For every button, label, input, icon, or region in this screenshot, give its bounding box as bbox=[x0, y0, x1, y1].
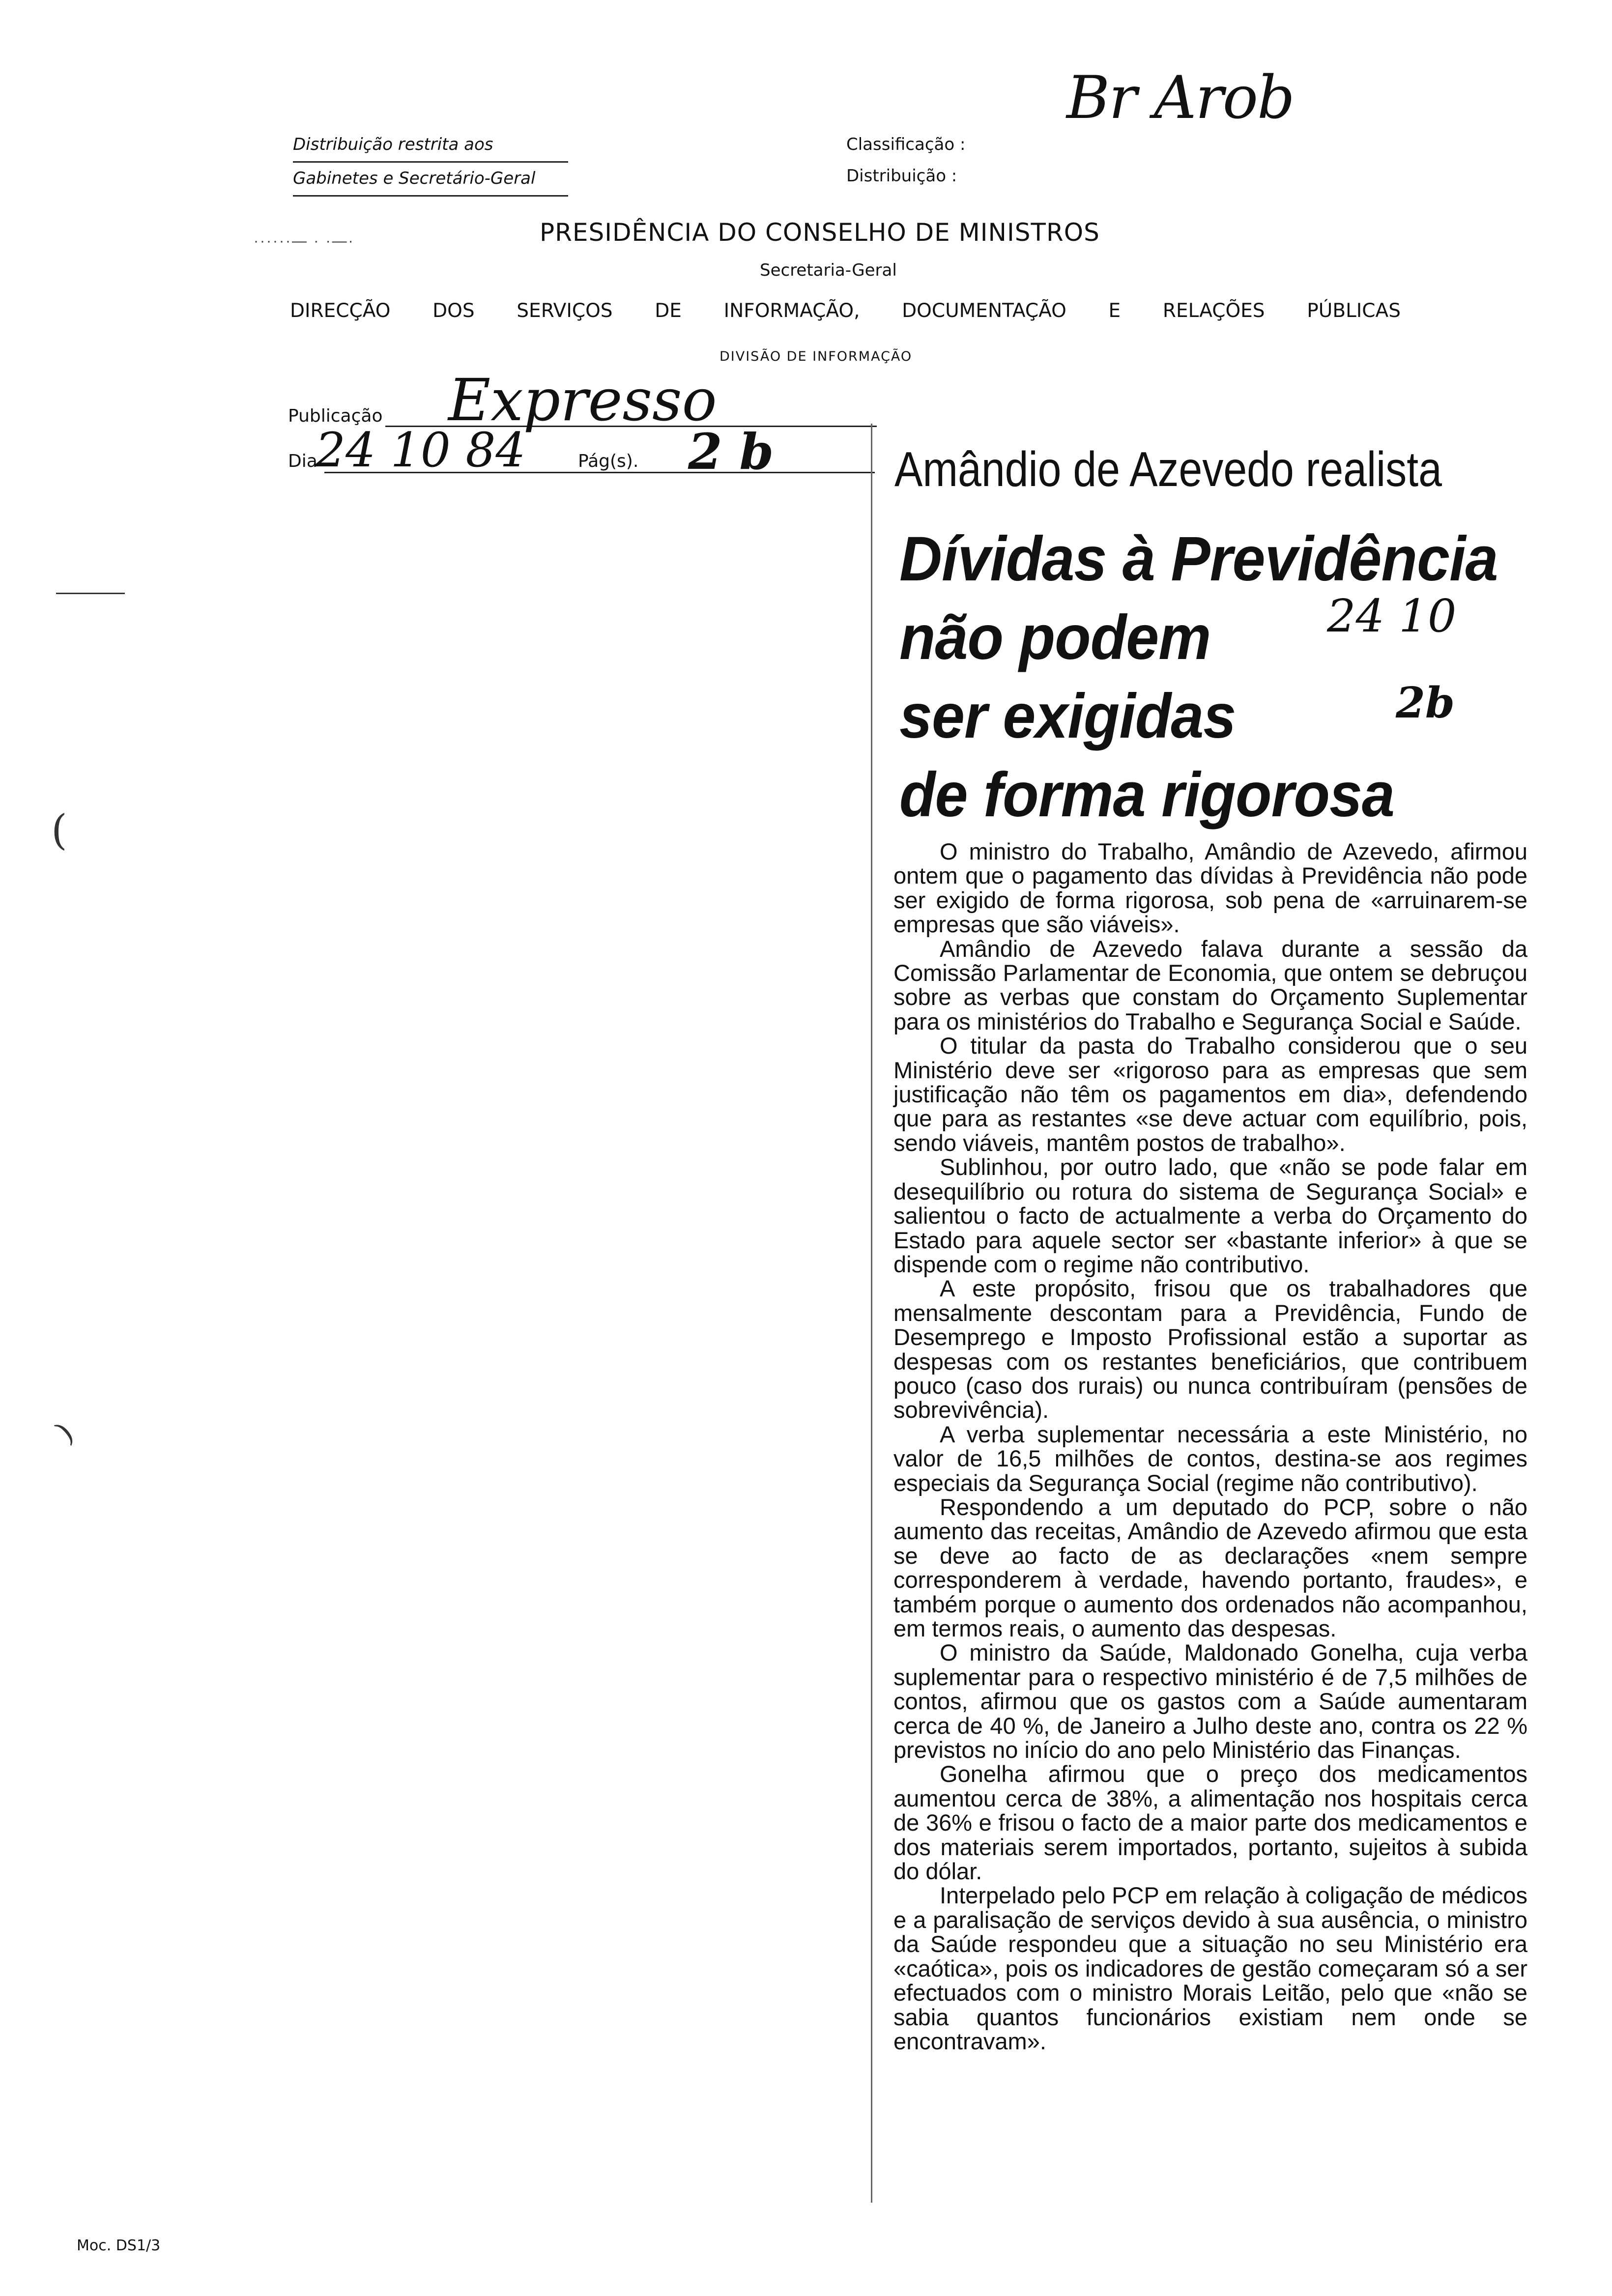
title-line: não podem bbox=[899, 603, 1211, 673]
secretaria-heading: Secretaria-Geral bbox=[760, 260, 897, 280]
article-body bbox=[893, 839, 1527, 2053]
article-paragraph: O ministro da Saúde, Maldonado Gonelha, cuja verba suplementar para o respectivo ministério é de 7,5 milhões de contos, afirmou que os gastos com a Saúde aumentaram cerca de 40 %, de Janeiro a Julho deste ano, contra os 22 % previstos no início do ano pelo Ministério das Finanças. bbox=[893, 1639, 1527, 1763]
title-line: ser exigidas bbox=[899, 681, 1236, 751]
divisao-heading: DIVISÃO DE INFORMAÇÃO bbox=[720, 349, 913, 364]
pag-label: Pág(s). bbox=[578, 451, 639, 471]
direccao-word: DIRECÇÃO bbox=[290, 300, 391, 322]
leader-dashes: ······— · ·—· bbox=[254, 233, 355, 249]
dia-handwritten: 24 10 84 bbox=[316, 423, 526, 478]
clipping-edge bbox=[871, 424, 872, 2203]
distribution-line-1: Distribuição restrita aos bbox=[293, 129, 568, 163]
direccao-word: DOS bbox=[432, 300, 475, 322]
publicacao-label: Publicação bbox=[288, 406, 383, 426]
direccao-word: SERVIÇOS bbox=[517, 300, 613, 322]
article-paragraph: A verba suplementar necessária a este Ministério, no valor de 16,5 milhões de contos, destina-se aos regimes especiais da Segurança Social (regime não contributivo). bbox=[893, 1421, 1527, 1496]
margin-paren-mark: ( bbox=[51, 806, 67, 854]
distribuicao-label: Distribuição : bbox=[846, 166, 957, 186]
article-paragraph: A este propósito, frisou que os trabalhadores que mensalmente descontam para a Previdência, Fundo de Desemprego e Imposto Profissional estão a suportar as despesas com os restantes beneficiários, que contribuem pouco (caso dos rurais) ou nunca contribuíram (pensões de sobrevivência). bbox=[893, 1275, 1527, 1423]
article-paragraph: Amândio de Azevedo falava durante a sessão da Comissão Parlamentar de Economia, que ontem se debruçou sobre as verbas que constam do Orçamento Suplementar para os ministérios do Trabalho e Segurança Social e Saúde. bbox=[893, 935, 1527, 1034]
handwritten-page: 2b bbox=[1396, 678, 1455, 728]
classification-block bbox=[846, 129, 965, 192]
title-line: de forma rigorosa bbox=[899, 760, 1394, 830]
direccao-word: DOCUMENTAÇÃO bbox=[902, 300, 1066, 322]
direccao-word: PÚBLICAS bbox=[1307, 300, 1401, 322]
article-title bbox=[899, 520, 1500, 834]
direccao-word: INFORMAÇÃO, bbox=[723, 300, 860, 322]
margin-tick-mark: ) bbox=[49, 1415, 81, 1450]
handwritten-annotation-top: Br Arob bbox=[1066, 64, 1294, 132]
direccao-word: E bbox=[1108, 300, 1121, 322]
direccao-word: DE bbox=[655, 300, 682, 322]
handwritten-date: 24 10 bbox=[1327, 590, 1457, 642]
publicacao-handwritten: Expresso bbox=[448, 366, 717, 434]
classificacao-label: Classificação : bbox=[846, 135, 966, 154]
article-paragraph: O ministro do Trabalho, Amândio de Azevedo, afirmou ontem que o pagamento das dívidas à Previdência não pode ser exigido de forma rigorosa, sob pena de «arruinarem-se empresas que são viáveis». bbox=[893, 838, 1527, 938]
article-paragraph: Interpelado pelo PCP em relação à coligação de médicos e a paralisação de serviços devido à sua ausência, o ministro da Saúde respondeu que a situação no seu Ministério era «caótica», pois os indicadores de gestão começaram só a ser efectuados com o ministro Morais Leitão, pelo que «não se sabia quantos funcionários existiam nem onde se encontravam». bbox=[893, 1882, 1527, 2054]
direccao-heading bbox=[290, 300, 1401, 322]
article-paragraph: Gonelha afirmou que o preço dos medicamentos aumentou cerca de 38%, a alimentação nos hospitais cerca de 36% e frisou o facto de a maior parte dos medicamentos e dos materiais serem importados, portanto, sujeitos à subida do dólar. bbox=[893, 1761, 1527, 1885]
dia-label: Dia bbox=[288, 451, 317, 471]
article-kicker: Amândio de Azevedo realista bbox=[894, 442, 1442, 497]
article-paragraph: O titular da pasta do Trabalho considerou que o seu Ministério deve ser «rigoroso para as empresas que sem justificação não têm os pagamentos em dia», defendendo que para as restantes «se deve actuar com equilíbrio, pois, sendo viáveis, mantêm postos de trabalho». bbox=[893, 1033, 1527, 1156]
pag-handwritten: 2 b bbox=[688, 423, 774, 481]
distribution-line-2: Gabinetes e Secretário-Geral bbox=[293, 163, 568, 197]
distribution-note bbox=[293, 129, 568, 197]
title-line: Dívidas à Previdência bbox=[899, 524, 1498, 594]
presidencia-heading: PRESIDÊNCIA DO CONSELHO DE MINISTROS bbox=[540, 218, 1100, 247]
article-paragraph: Respondendo a um deputado do PCP, sobre o não aumento das receitas, Amândio de Azevedo afirmou que esta se deve ao facto de as declarações «nem sempre corresponderem à verdade, havendo portanto, fraudes», e também porque o aumento dos ordenados não acompanhou, em termos reais, o aumento das despesas. bbox=[893, 1493, 1527, 1641]
form-code: Moc. DS1/3 bbox=[77, 2237, 161, 2254]
direccao-word: RELAÇÕES bbox=[1162, 300, 1265, 322]
article-paragraph: Sublinhou, por outro lado, que «não se pode falar em desequilíbrio ou rotura do sistema de Segurança Social» e salientou o facto de actualmente a verba do Orçamento do Estado para aquele sector ser «bastante inferior» à que se dispende com o regime não contributivo. bbox=[893, 1154, 1527, 1277]
margin-rule bbox=[56, 593, 125, 594]
